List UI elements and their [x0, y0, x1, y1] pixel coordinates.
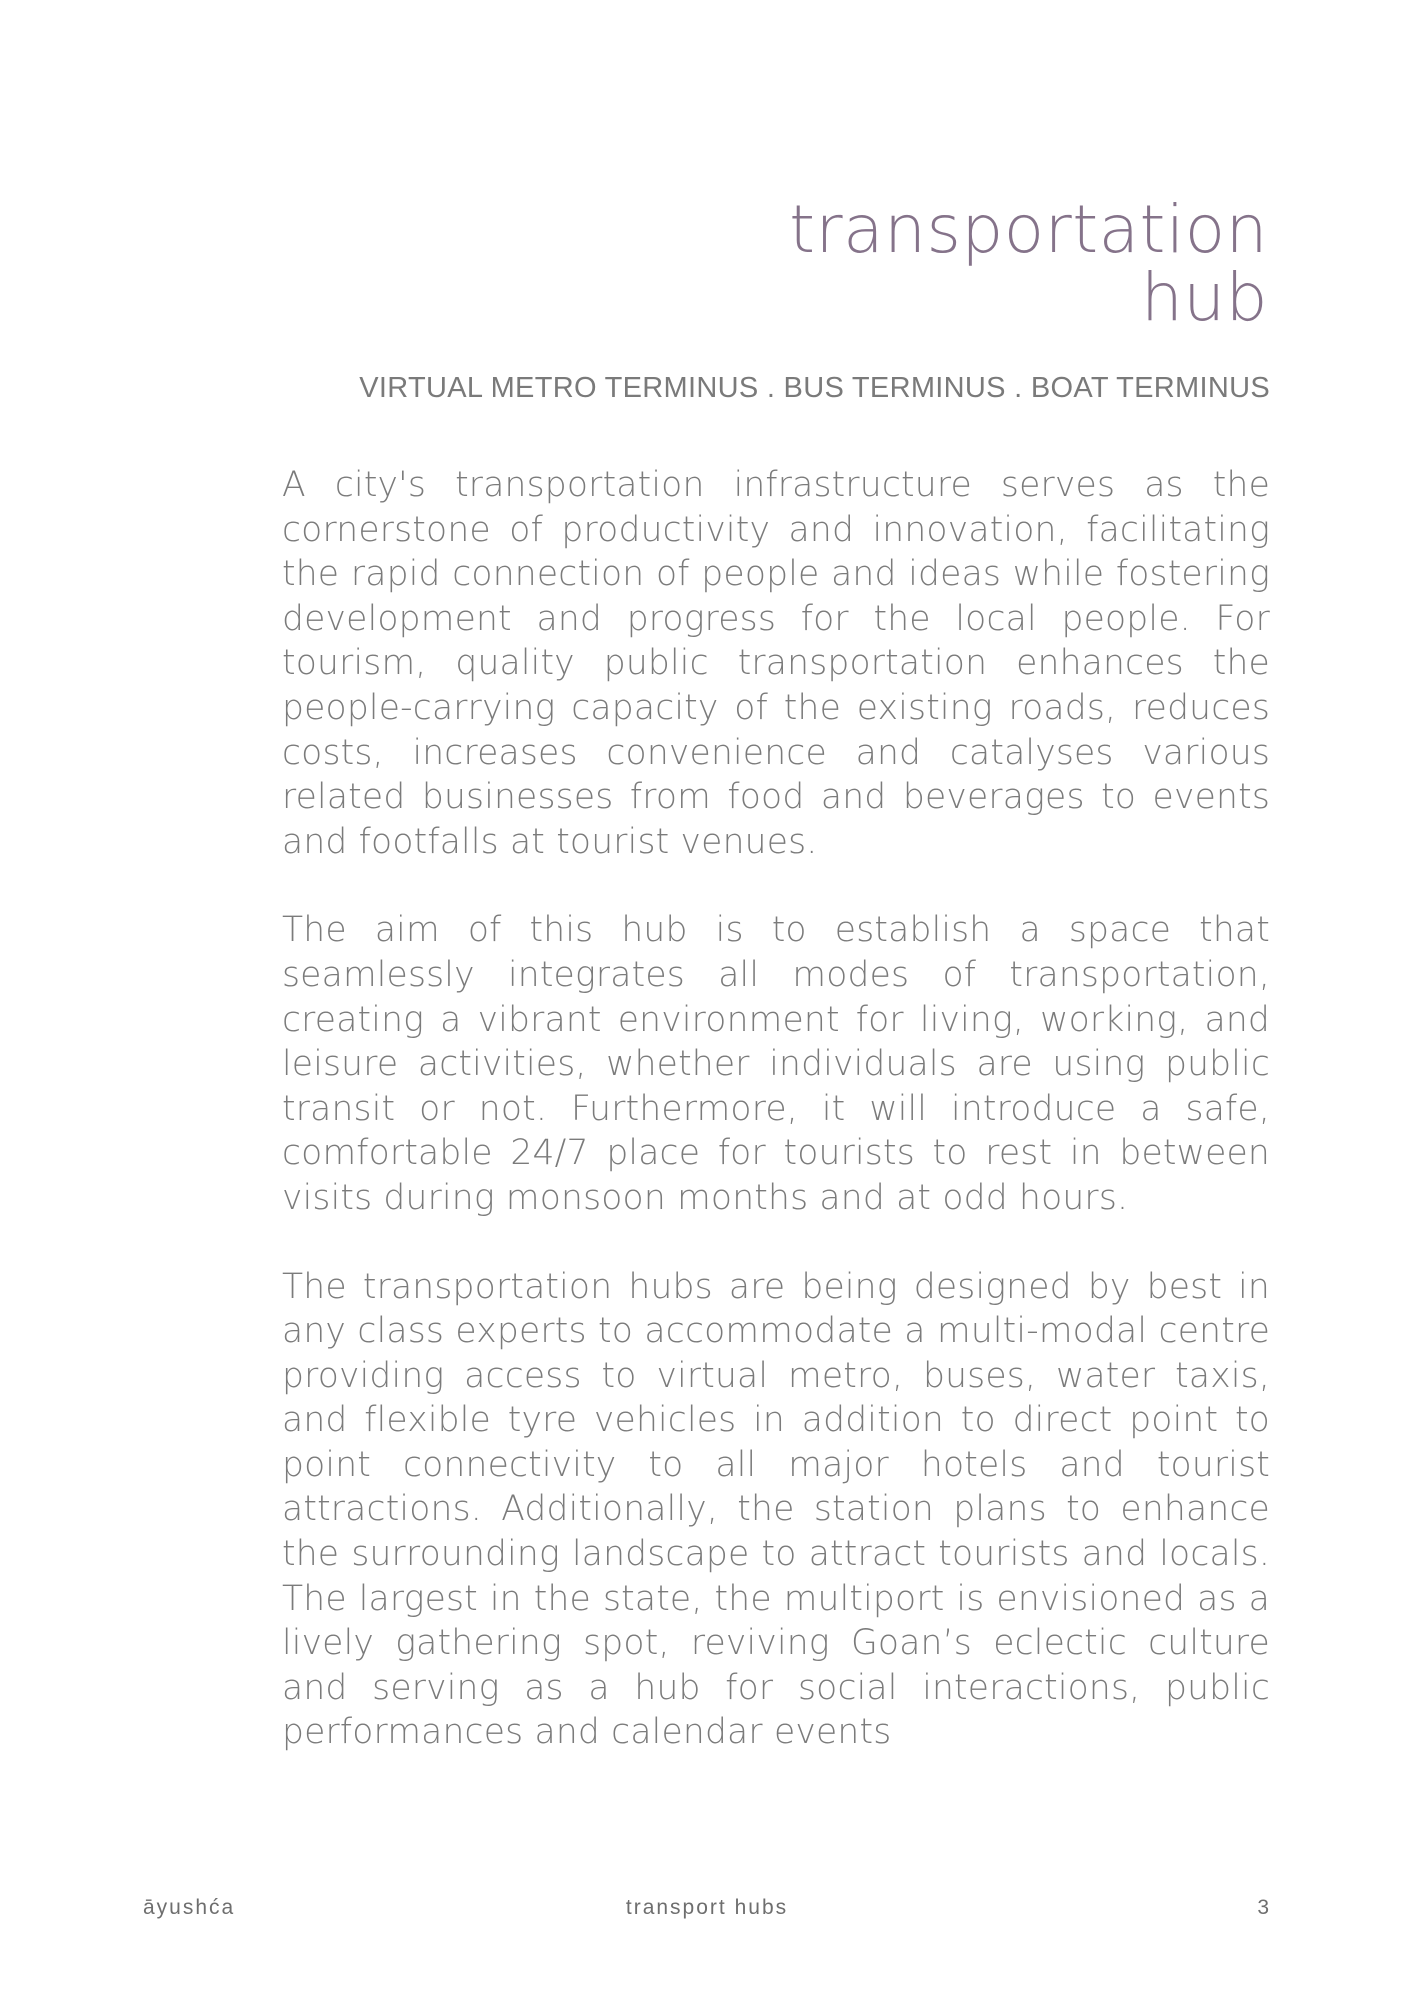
page-title [789, 191, 1268, 336]
page-subtitle: VIRTUAL METRO TERMINUS . BUS TERMINUS . BOAT TERMINUS [359, 372, 1270, 404]
paragraph-3: The transportation hubs are being designed by best in any class experts to accommodate a multi-modal centre providing access to virtual metro, buses, water taxis, and flexible tyre vehicles in addition to direct point to point connectivity to all major hotels and tourist attractions. Additionally, the station plans to enhance the surrounding landscape to attract tourists and locals. The largest in the state, the multiport is envisioned as a lively gathering spot, reviving Goan’s eclectic culture and serving as a hub for social interactions, public performances and calendar events [282, 1266, 1270, 1753]
paragraph-2: The aim of this hub is to establish a space that seamlessly integrates all modes of transportation, creating a vibrant environment for living, working, and leisure activities, whether individuals are using public transit or not. Furthermore, it will introduce a safe, comfortable 24/7 place for tourists to rest in between visits during monsoon months and at odd hours. [282, 910, 1270, 1218]
page-title-line-2: hub [1140, 259, 1268, 336]
footer-page-number: 3 [1257, 1896, 1269, 1919]
paragraph-1: A city's transportation infrastructure serves as the cornerstone of productivity and innovation, facilitating the rapid connection of people and ideas while fostering development and progress for the local people. For tourism, quality public transportation enhances the people-carrying capacity of the existing roads, reduces costs, increases convenience and catalyses various related businesses from food and beverages to events and footfalls at tourist venues. [282, 465, 1270, 862]
footer-brand: āyushća [143, 1896, 236, 1919]
footer-section-label: transport hubs [625, 1896, 789, 1919]
body-text [282, 463, 1270, 1799]
page-title-line-1: transportation [789, 191, 1268, 268]
